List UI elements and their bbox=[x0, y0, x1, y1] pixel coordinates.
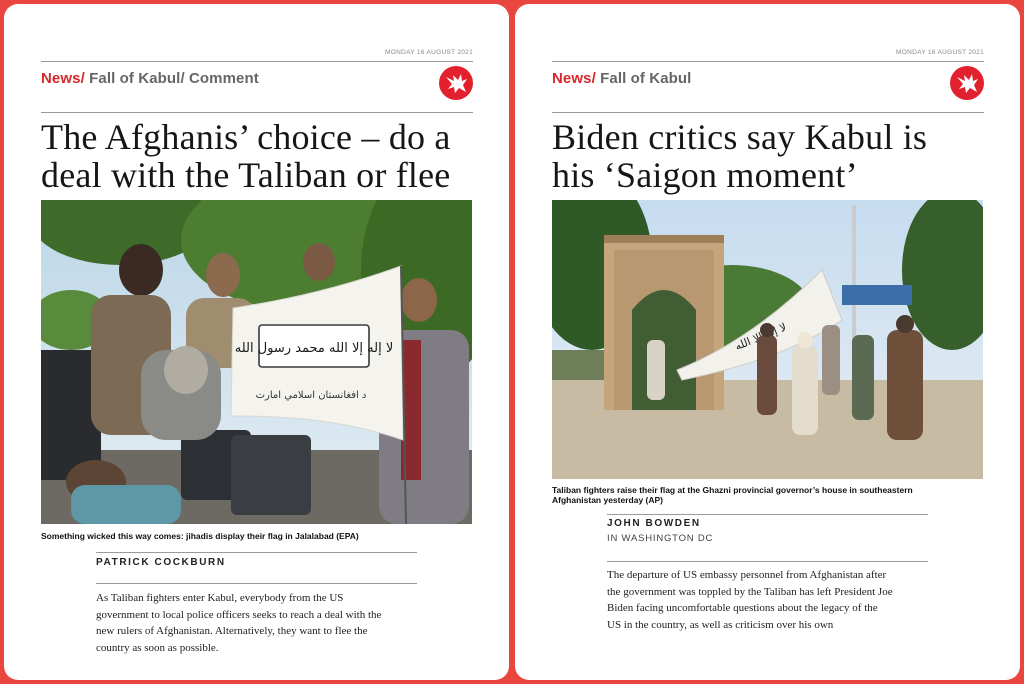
byline-rule-top bbox=[607, 514, 928, 515]
headline-line-1: The Afghanis’ choice – do a bbox=[41, 117, 451, 157]
jalalabad-photo bbox=[41, 200, 472, 524]
article-body bbox=[607, 567, 942, 633]
left-page bbox=[4, 4, 509, 680]
caption-line: Taliban fighters raise their flag at the Ghazni provincial governor’s house in southeastern bbox=[552, 485, 913, 495]
right-page bbox=[515, 4, 1020, 680]
body-line: Biden facing uncomfortable questions about the legacy of the bbox=[607, 602, 878, 614]
ghazni-photo bbox=[552, 200, 983, 479]
kicker-section: News bbox=[552, 70, 592, 87]
eagle-logo-icon bbox=[950, 66, 984, 100]
body-line: government to local police officers seeks to reach a deal with the bbox=[96, 608, 382, 621]
top-rule bbox=[41, 61, 473, 62]
kicker-separator: / bbox=[591, 70, 596, 87]
issue-date: MONDAY 16 AUGUST 2021 bbox=[385, 49, 473, 56]
byline-rule-bottom bbox=[607, 561, 928, 562]
byline-author: JOHN BOWDEN bbox=[607, 518, 701, 529]
kicker-path: Fall of Kabul bbox=[595, 70, 692, 87]
flag-subinscription: د افغانستان اسلامي امارت bbox=[255, 390, 367, 401]
flag-inscription: لا إله إلا الله محمد رسول الله bbox=[234, 341, 394, 356]
body-line: the government was toppled by the Taliban has left President Joe bbox=[607, 585, 893, 598]
body-line: As Taliban fighters enter Kabul, everybody from the US bbox=[96, 592, 344, 604]
body-line: US in the country, as well as criticism over his own bbox=[607, 618, 834, 631]
headline-line-1: Biden critics say Kabul is bbox=[552, 117, 928, 157]
body-line: new rulers of Afghanistan. Alternatively, they want to flee the bbox=[96, 625, 368, 637]
kicker-separator: / bbox=[80, 70, 85, 87]
byline-rule-top bbox=[96, 552, 417, 553]
eagle-logo-icon bbox=[439, 66, 473, 100]
headline-line-2: his ‘Saigon moment’ bbox=[552, 155, 858, 195]
byline-location: IN WASHINGTON DC bbox=[607, 533, 714, 544]
headline-line-2: deal with the Taliban or flee bbox=[41, 155, 451, 195]
issue-date: MONDAY 16 AUGUST 2021 bbox=[896, 49, 984, 56]
body-line: country as soon as possible. bbox=[96, 641, 219, 654]
section-kicker bbox=[552, 70, 691, 87]
photo-caption bbox=[552, 485, 983, 505]
top-rule bbox=[552, 61, 984, 62]
photo-caption: Something wicked this way comes: jihadis display their flag in Jalalabad (EPA) bbox=[41, 531, 359, 541]
banner-inscription: لا إلا الله bbox=[733, 320, 789, 353]
headline bbox=[552, 118, 927, 194]
kicker-rule bbox=[41, 112, 473, 113]
caption-line: Afghanistan yesterday (AP) bbox=[552, 495, 663, 505]
byline-author: PATRICK COCKBURN bbox=[96, 557, 226, 568]
article-body bbox=[96, 590, 426, 656]
kicker-path: Fall of Kabul/ Comment bbox=[84, 70, 259, 87]
headline bbox=[41, 118, 451, 194]
body-line: The departure of US embassy personnel from Afghanistan after bbox=[607, 569, 887, 581]
section-kicker bbox=[41, 70, 259, 87]
kicker-section: News bbox=[41, 70, 81, 87]
kicker-rule bbox=[552, 112, 984, 113]
byline-rule-bottom bbox=[96, 583, 417, 584]
